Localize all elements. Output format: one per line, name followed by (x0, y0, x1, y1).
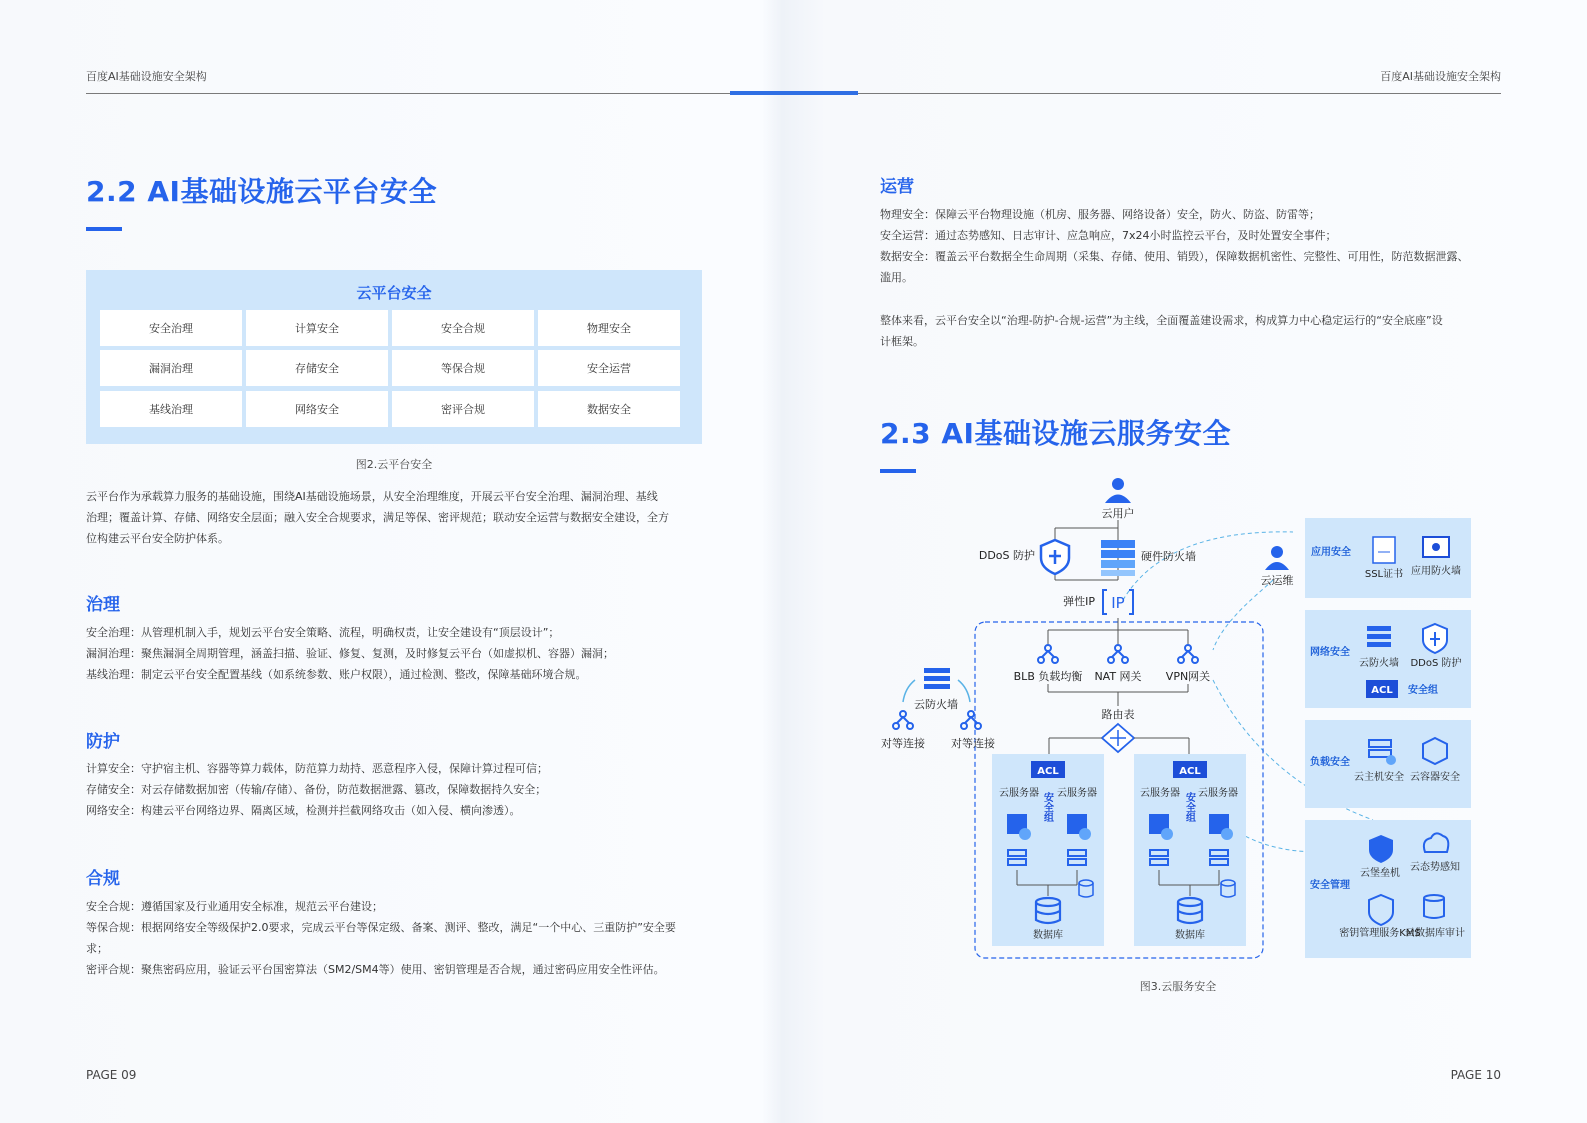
network-node-icon (961, 711, 981, 729)
cloud-platform-security-table (86, 270, 702, 444)
section-title-2-3: 2.3 AI基础设施云服务安全 (880, 417, 1231, 450)
label-route-table: 路由表 (1101, 708, 1135, 721)
network-node-icon (1108, 645, 1128, 663)
label-cloud-server: 云服务器 (1140, 788, 1180, 799)
protection-paragraph (86, 758, 726, 821)
ip-glyph: IP (1111, 594, 1125, 612)
web-app-firewall-icon (1423, 537, 1449, 557)
dashed-link (1123, 532, 1293, 600)
summary-paragraph (880, 310, 1510, 352)
page-number-right: PAGE 10 (1450, 1068, 1501, 1082)
governance-paragraph (86, 622, 726, 685)
body-line: 网络安全：构建云平台网络边界、隔离区域，检测并拦截网络攻击（如入侵、横向渗透）。 (86, 804, 521, 817)
elastic-ip-icon (1103, 590, 1133, 614)
compliance-paragraph (86, 896, 726, 980)
body-line: 物理安全：保障云平台物理设施（机房、服务器、网络设备）安全，防火、防盗、防雷等； (880, 208, 1320, 221)
body-line: 滥用。 (880, 271, 913, 284)
body-line: 数据安全：覆盖云平台数据全生命周期（采集、存储、使用、销毁），保障数据机密性、完整性、可用性，防范数据泄露、 (880, 250, 1469, 263)
service-item: SSL证书 (1364, 569, 1404, 580)
table-cell: 物理安全 (538, 310, 680, 346)
title-underline (86, 227, 122, 231)
ssl-certificate-icon (1373, 537, 1395, 563)
heading-operations: 运营 (880, 177, 914, 197)
acl-label: ACL (1371, 685, 1393, 696)
label-security-group: 安全组 (1183, 792, 1195, 822)
page-right (793, 0, 1587, 1123)
service-item: 云堡垒机 (1360, 868, 1400, 879)
label-database: 数据库 (1033, 930, 1063, 941)
label-elastic-ip: 弹性IP (1063, 595, 1095, 608)
table-cell: 安全治理 (100, 310, 242, 346)
body-line: 计算安全：守护宿主机、容器等算力载体，防范算力劫持、恶意程序入侵，保障计算过程可信； (86, 762, 548, 775)
running-header-right: 百度AI基础设施安全架构 (1380, 70, 1501, 83)
cloud-user-icon (1105, 478, 1131, 503)
body-line: 漏洞治理：聚焦漏洞全周期管理，涵盖扫描、验证、修复、复测，及时修复云平台（如虚拟机、容器）漏洞； (86, 647, 614, 660)
label-cloud-server: 云服务器 (1198, 788, 1238, 799)
service-title: 应用安全 (1311, 547, 1351, 558)
service-item: 密钥管理服务KMS (1339, 928, 1421, 939)
service-title: 安全管理 (1310, 880, 1350, 891)
cloud-firewall-icon (924, 668, 950, 689)
shield-icon (1041, 540, 1069, 574)
figure-caption-2: 图2.云平台安全 (355, 458, 433, 471)
service-item: 云态势感知 (1410, 862, 1460, 873)
label-hw-firewall: 硬件防火墙 (1141, 550, 1196, 563)
cloud-ops-icon (1265, 546, 1289, 570)
service-title: 负载安全 (1310, 757, 1350, 768)
service-item: 云数据库审计 (1405, 928, 1465, 939)
router-icon (1102, 724, 1134, 752)
network-node-icon (1178, 645, 1198, 663)
label-security-group: 安全组 (1041, 792, 1053, 822)
running-header-left: 百度AI基础设施安全架构 (86, 70, 207, 83)
intro-line: 云平台作为承载算力服务的基础设施，围绕AI基础设施场景，从安全治理维度，开展云平台安全治理、漏洞治理、基线 (86, 490, 658, 503)
service-item: 应用防火墙 (1411, 566, 1461, 577)
table-cell: 密评合规 (392, 391, 534, 427)
body-line: 计框架。 (880, 335, 924, 348)
label-peer-2: 对等连接 (951, 737, 995, 750)
label-cloud-ops: 云运维 (1260, 574, 1294, 587)
table-cell: 等保合规 (392, 350, 534, 386)
label-cloud-server: 云服务器 (999, 788, 1039, 799)
heading-governance: 治理 (86, 595, 120, 615)
label-cloud-firewall: 云防火墙 (914, 698, 958, 711)
arrow-link (958, 680, 970, 702)
body-line: 安全治理：从管理机制入手，规划云平台安全策略、流程，明确权责，让安全建设有“顶层设计”； (86, 626, 560, 639)
table-cell: 存储安全 (246, 350, 388, 386)
table-cell: 数据安全 (538, 391, 680, 427)
body-line: 安全运营：通过态势感知、日志审计、应急响应，7x24小时监控云平台，及时处置安全事件； (880, 229, 1337, 242)
label-blb: BLB 负载均衡 (1013, 670, 1083, 683)
service-item: 安全组 (1408, 685, 1438, 696)
body-line: 整体来看，云平台安全以“治理-防护-合规-运营”为主线，全面覆盖建设需求，构成算力中心稳定运行的“安全底座”设 (880, 314, 1443, 327)
body-line: 安全合规：遵循国家及行业通用安全标准，规范云平台建设； (86, 900, 383, 913)
operations-paragraph (880, 204, 1510, 288)
service-item: DDoS 防护 (1410, 658, 1462, 669)
network-node-icon (1038, 645, 1058, 663)
table-cell: 漏洞治理 (100, 350, 242, 386)
network-node-icon (893, 711, 913, 729)
label-cloud-server: 云服务器 (1057, 788, 1097, 799)
table-title: 云平台安全 (356, 284, 432, 302)
service-item: 云容器安全 (1410, 772, 1460, 783)
body-line: 等保合规：根据网络安全等级保护2.0要求，完成云平台等保定级、备案、测评、整改，满足“一个中心、三重防护”安全要 (86, 921, 676, 934)
dashed-link (1213, 580, 1273, 650)
label-nat: NAT 网关 (1094, 670, 1142, 683)
cloud-firewall-icon (1367, 626, 1391, 647)
table-cell: 网络安全 (246, 391, 388, 427)
heading-protection: 防护 (86, 732, 120, 752)
figure-caption-3: 图3.云服务安全 (1139, 980, 1217, 993)
label-cloud-user: 云用户 (1101, 507, 1135, 520)
label-ddos: DDoS 防护 (978, 549, 1035, 562)
service-item: 云防火墙 (1359, 658, 1399, 669)
body-line: 基线治理：制定云平台安全配置基线（如系统参数、账户权限），通过检测、整改，保障基础环境合规。 (86, 668, 587, 681)
shield-icon (1423, 624, 1447, 653)
heading-compliance: 合规 (86, 869, 120, 889)
label-database: 数据库 (1175, 930, 1205, 941)
section-title-2-2: 2.2 AI基础设施云平台安全 (86, 175, 437, 208)
label-peer-1: 对等连接 (881, 737, 925, 750)
table-cell: 基线治理 (100, 391, 242, 427)
table-cell: 安全运营 (538, 350, 680, 386)
body-line: 求； (86, 942, 108, 955)
acl-label: ACL (1037, 766, 1059, 777)
label-vpn: VPN网关 (1165, 670, 1211, 683)
body-line: 密评合规：聚焦密码应用，验证云平台国密算法（SM2/SM4等）使用、密钥管理是否合规，通过密码应用安全性评估。 (86, 963, 665, 976)
page-left (0, 0, 793, 1123)
service-item: 云主机安全 (1354, 772, 1404, 783)
page-number-left: PAGE 09 (86, 1068, 137, 1082)
cloud-service-security-diagram (793, 470, 1587, 990)
acl-label: ACL (1179, 766, 1201, 777)
table-cell: 计算安全 (246, 310, 388, 346)
table-cell: 安全合规 (392, 310, 534, 346)
body-line: 存储安全：对云存储数据加密（传输/存储）、备份，防范数据泄露、篡改，保障数据持久安全； (86, 783, 547, 796)
intro-paragraph (86, 486, 716, 549)
firewall-icon (1101, 540, 1135, 576)
intro-line: 位构建云平台安全防护体系。 (86, 532, 229, 545)
intro-line: 治理；覆盖计算、存储、网络安全层面；融入安全合规要求，满足等保、密评规范；联动安全运营与数据安全建设，全方 (86, 511, 669, 524)
service-title: 网络安全 (1310, 647, 1350, 658)
